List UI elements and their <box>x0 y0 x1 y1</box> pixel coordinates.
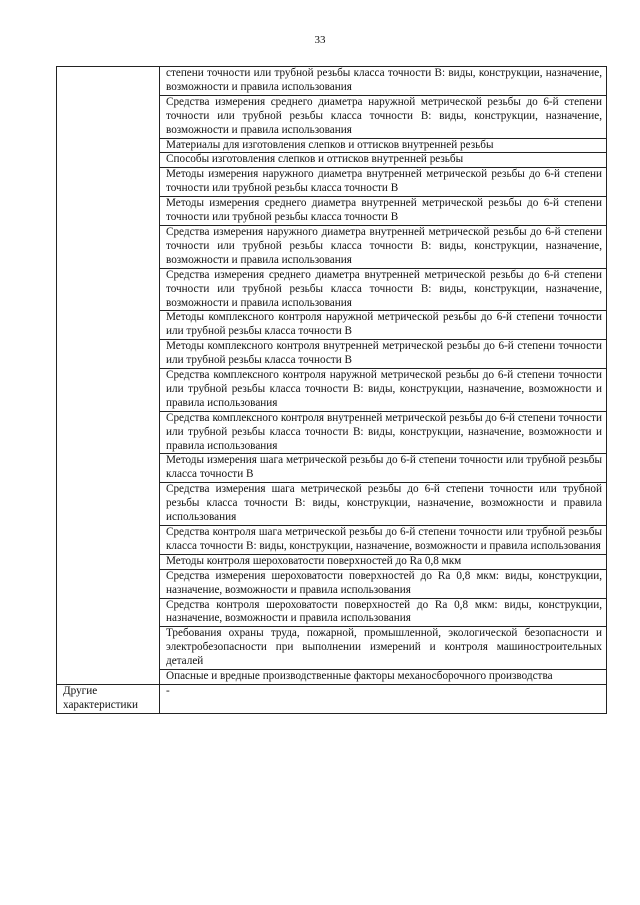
table-row-other-characteristics <box>57 684 607 713</box>
table-row <box>57 67 607 96</box>
page-number: 33 <box>314 34 326 46</box>
table-cell: Средства контроля шага метрической резьбы до 6-й степени точности или трубной резьбы класса точности В: виды, конструкции, назначение, возможности и правила использования <box>160 526 607 555</box>
table-cell: Опасные и вредные производственные факторы механосборочного производства <box>160 670 607 685</box>
label-line: Другие <box>63 684 98 697</box>
table-cell: Требования охраны труда, пожарной, промышленной, экологической безопасности и электробезопасности при выполнении измерений и контроля машиностроительных деталей <box>160 627 607 670</box>
table-cell: Методы измерения среднего диаметра внутренней метрической резьбы до 6-й степени точности или трубной резьбы класса точности В <box>160 197 607 226</box>
table-cell: степени точности или трубной резьбы класса точности В: виды, конструкции, назначение, возможности и правила использования <box>160 67 607 96</box>
table-cell: Средства измерения шероховатости поверхностей до Ra 0,8 мкм: виды, конструкции, назначение, возможности и правила использования <box>160 569 607 598</box>
table-cell: Средства измерения среднего диаметра внутренней метрической резьбы до 6-й степени точности или трубной резьбы класса точности В: виды, конструкции, назначение, возможности и правила использования <box>160 268 607 311</box>
table-cell: Средства комплексного контроля наружной метрической резьбы до 6-й степени точности или трубной резьбы класса точности В: виды, конструкции, назначение, возможности и правила использования <box>160 369 607 412</box>
table-cell: Методы комплексного контроля внутренней метрической резьбы до 6-й степени точности или трубной резьбы класса точности В <box>160 340 607 369</box>
table-cell: Методы контроля шероховатости поверхностей до Ra 0,8 мкм <box>160 554 607 569</box>
other-characteristics-label <box>57 684 160 713</box>
table-cell: Методы комплексного контроля наружной метрической резьбы до 6-й степени точности или трубной резьбы класса точности В <box>160 311 607 340</box>
table-cell: Способы изготовления слепков и оттисков внутренней резьбы <box>160 153 607 168</box>
requirements-table <box>56 66 607 714</box>
other-characteristics-value: - <box>160 684 607 713</box>
table-cell: Методы измерения наружного диаметра внутренней метрической резьбы до 6-й степени точности или трубной резьбы класса точности В <box>160 168 607 197</box>
label-line: характеристики <box>63 698 138 711</box>
table-cell: Средства контроля шероховатости поверхностей до Ra 0,8 мкм: виды, конструкции, назначение, возможности и правила использования <box>160 598 607 627</box>
table-cell: Средства измерения среднего диаметра наружной метрической резьбы до 6-й степени точности или трубной резьбы класса точности В: виды, конструкции, назначение, возможности и правила использования <box>160 95 607 138</box>
table-cell: Методы измерения шага метрической резьбы до 6-й степени точности или трубной резьбы класса точности В <box>160 454 607 483</box>
table-cell: Средства комплексного контроля внутренней метрической резьбы до 6-й степени точности или трубной резьбы класса точности В: виды, конструкции, назначение, возможности и правила использования <box>160 411 607 454</box>
table-cell: Средства измерения наружного диаметра внутренней метрической резьбы до 6-й степени точности или трубной резьбы класса точности В: виды, конструкции, назначение, возможности и правила использования <box>160 225 607 268</box>
label-cell-empty <box>57 67 160 685</box>
table-cell: Материалы для изготовления слепков и оттисков внутренней резьбы <box>160 138 607 153</box>
table-cell: Средства измерения шага метрической резьбы до 6-й степени точности или трубной резьбы класса точности В: виды, конструкции, назначение, возможности и правила использования <box>160 483 607 526</box>
